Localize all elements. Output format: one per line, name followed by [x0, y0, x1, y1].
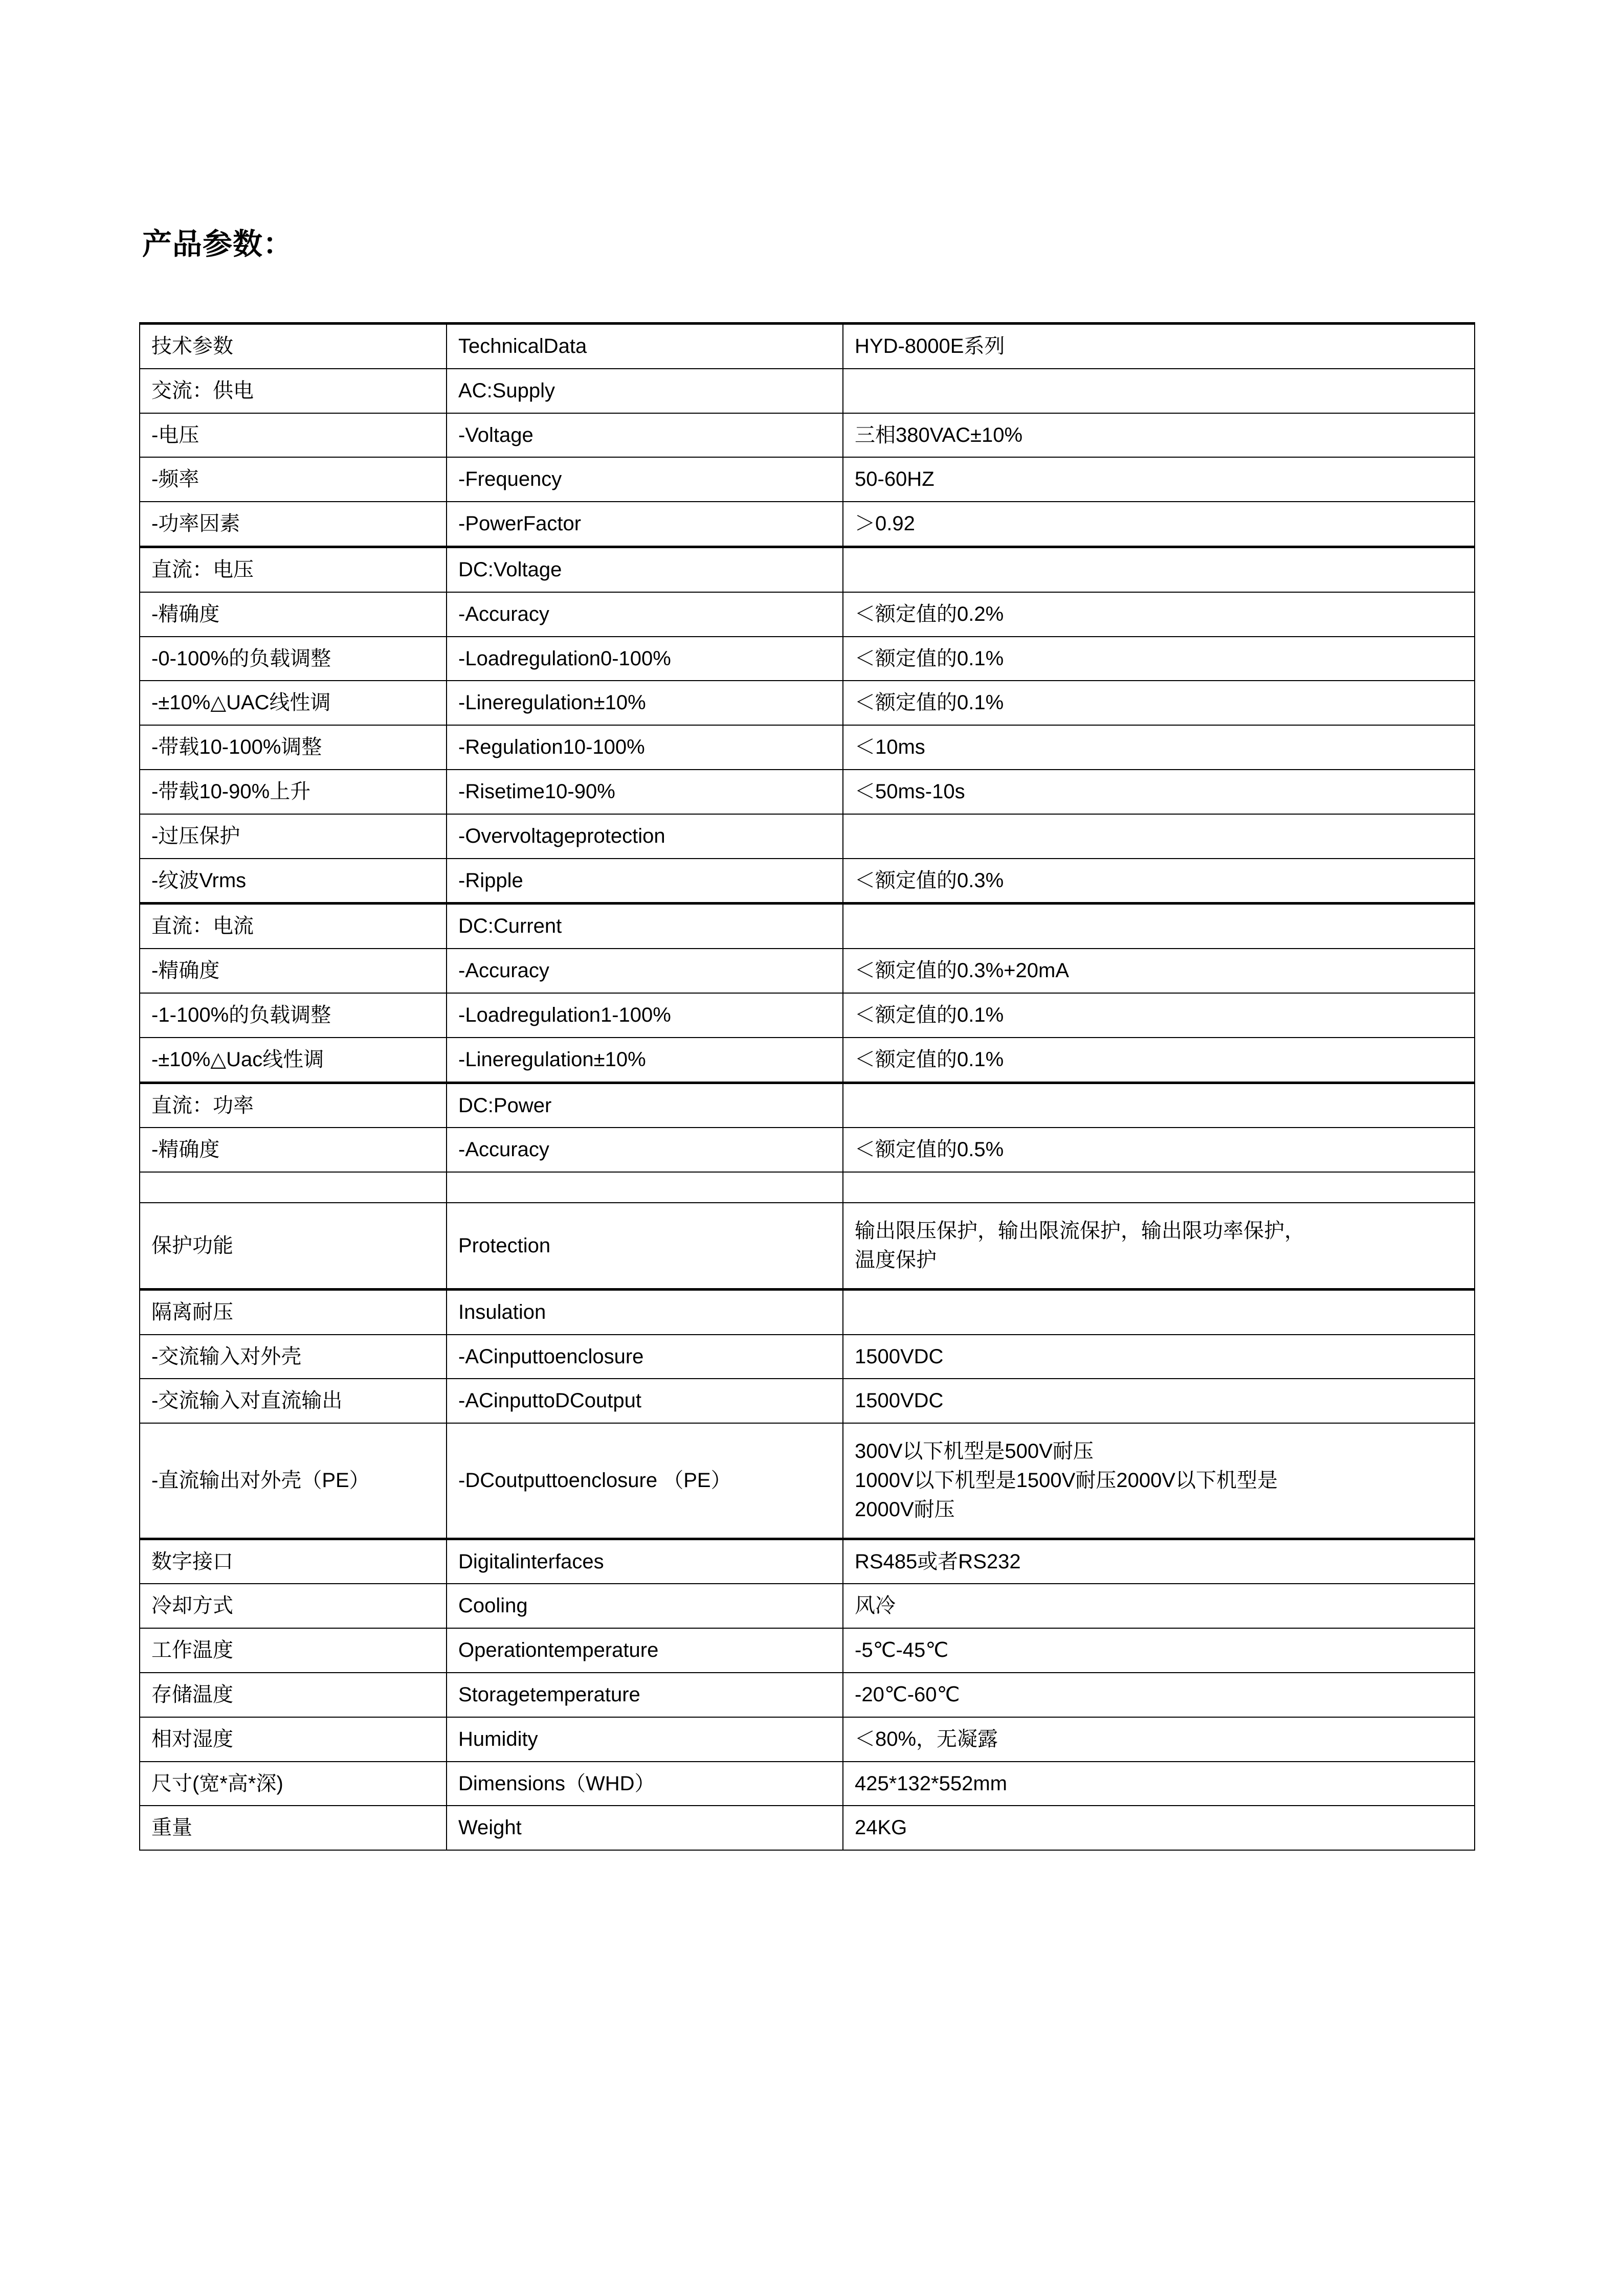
table-row [140, 1717, 1475, 1762]
table-row [140, 1762, 1475, 1806]
cell-param-en: -Loadregulation0-100% [447, 637, 843, 681]
cell-param-cn: -频率 [140, 457, 447, 502]
cell-param-value [843, 369, 1475, 413]
cell-param-en: Protection [447, 1203, 843, 1289]
table-row [140, 681, 1475, 725]
cell-param-cn: -带载10-100%调整 [140, 725, 447, 770]
cell-param-en: Operationtemperature [447, 1628, 843, 1673]
cell-param-en: -Ripple [447, 859, 843, 904]
cell-param-cn: -带载10-90%上升 [140, 770, 447, 814]
table-row [140, 457, 1475, 502]
cell-param-cn: 交流：供电 [140, 369, 447, 413]
table-row [140, 814, 1475, 859]
cell-param-value: ＜50ms-10s [843, 770, 1475, 814]
cell-param-cn: 直流：电流 [140, 904, 447, 949]
cell-param-cn: 工作温度 [140, 1628, 447, 1673]
cell-param-en: DC:Current [447, 904, 843, 949]
table-row [140, 324, 1475, 369]
cell-param-value: 三相380VAC±10% [843, 413, 1475, 458]
cell-param-value: ＜额定值的0.1% [843, 637, 1475, 681]
cell-param-value [843, 1083, 1475, 1128]
table-row [140, 1539, 1475, 1584]
cell-param-en: -Lineregulation±10% [447, 1038, 843, 1083]
table-row [140, 1203, 1475, 1289]
cell-param-value: ＜额定值的0.1% [843, 1038, 1475, 1083]
cell-param-en: -Accuracy [447, 1128, 843, 1172]
table-row [140, 1172, 1475, 1203]
table-row [140, 637, 1475, 681]
cell-param-value: RS485或者RS232 [843, 1539, 1475, 1584]
cell-param-value: HYD-8000E系列 [843, 324, 1475, 369]
cell-param-cn: 相对湿度 [140, 1717, 447, 1762]
table-row [140, 725, 1475, 770]
table-row [140, 1584, 1475, 1628]
cell-param-cn: -功率因素 [140, 502, 447, 547]
cell-param-cn: -直流输出对外壳（PE） [140, 1423, 447, 1539]
cell-param-cn [140, 1172, 447, 1203]
cell-param-value: 风冷 [843, 1584, 1475, 1628]
cell-param-en: -Frequency [447, 457, 843, 502]
cell-param-value: 50-60HZ [843, 457, 1475, 502]
cell-param-cn: -过压保护 [140, 814, 447, 859]
cell-param-cn: -±10%△Uac线性调 [140, 1038, 447, 1083]
cell-param-en: -ACinputtoDCoutput [447, 1379, 843, 1423]
cell-param-en: -Accuracy [447, 949, 843, 993]
cell-param-value: ＜额定值的0.3% [843, 859, 1475, 904]
cell-param-en: Weight [447, 1806, 843, 1850]
cell-param-en: Humidity [447, 1717, 843, 1762]
cell-param-en: DC:Voltage [447, 547, 843, 592]
table-row [140, 413, 1475, 458]
specifications-table [139, 322, 1475, 1851]
cell-param-value [843, 814, 1475, 859]
cell-param-en: -PowerFactor [447, 502, 843, 547]
table-row [140, 1083, 1475, 1128]
cell-param-en: -ACinputtoenclosure [447, 1335, 843, 1379]
cell-param-value: -20℃-60℃ [843, 1673, 1475, 1717]
cell-param-value: ＜额定值的0.3%+20mA [843, 949, 1475, 993]
cell-param-en: AC:Supply [447, 369, 843, 413]
cell-param-value: 1500VDC [843, 1379, 1475, 1423]
cell-param-value [843, 1289, 1475, 1334]
table-row [140, 904, 1475, 949]
table-row [140, 1628, 1475, 1673]
cell-param-en: -DCoutputtoenclosure （PE） [447, 1423, 843, 1539]
cell-param-value: 300V以下机型是500V耐压 1000V以下机型是1500V耐压2000V以下机型是 2000V耐压 [843, 1423, 1475, 1539]
cell-param-cn: 技术参数 [140, 324, 447, 369]
cell-param-cn: -交流输入对直流输出 [140, 1379, 447, 1423]
table-row [140, 547, 1475, 592]
cell-param-cn: -交流输入对外壳 [140, 1335, 447, 1379]
table-row [140, 1379, 1475, 1423]
cell-param-en: Cooling [447, 1584, 843, 1628]
cell-param-en: -Voltage [447, 413, 843, 458]
cell-param-cn: 直流：功率 [140, 1083, 447, 1128]
table-row [140, 949, 1475, 993]
table-row [140, 369, 1475, 413]
table-row [140, 502, 1475, 547]
cell-param-value: ＜额定值的0.2% [843, 592, 1475, 637]
cell-param-cn: 数字接口 [140, 1539, 447, 1584]
cell-param-value: ＞0.92 [843, 502, 1475, 547]
cell-param-en: -Loadregulation1-100% [447, 993, 843, 1038]
cell-param-en: Digitalinterfaces [447, 1539, 843, 1584]
cell-param-value [843, 1172, 1475, 1203]
cell-param-value: ＜额定值的0.5% [843, 1128, 1475, 1172]
cell-param-cn: 重量 [140, 1806, 447, 1850]
table-row [140, 1289, 1475, 1334]
cell-param-value: ＜10ms [843, 725, 1475, 770]
cell-param-en: Insulation [447, 1289, 843, 1334]
cell-param-value: -5℃-45℃ [843, 1628, 1475, 1673]
cell-param-en: -Risetime10-90% [447, 770, 843, 814]
cell-param-cn: 冷却方式 [140, 1584, 447, 1628]
cell-param-en: DC:Power [447, 1083, 843, 1128]
cell-param-cn: 隔离耐压 [140, 1289, 447, 1334]
cell-param-value: ＜额定值的0.1% [843, 993, 1475, 1038]
cell-param-value: 输出限压保护，输出限流保护，输出限功率保护， 温度保护 [843, 1203, 1475, 1289]
cell-param-cn: -1-100%的负载调整 [140, 993, 447, 1038]
cell-param-value: ＜额定值的0.1% [843, 681, 1475, 725]
cell-param-cn: -电压 [140, 413, 447, 458]
table-row [140, 1423, 1475, 1539]
cell-param-en: TechnicalData [447, 324, 843, 369]
cell-param-value: ＜80%，无凝露 [843, 1717, 1475, 1762]
cell-param-cn: -0-100%的负载调整 [140, 637, 447, 681]
table-row [140, 1038, 1475, 1083]
cell-param-en: -Regulation10-100% [447, 725, 843, 770]
page-title: 产品参数： [142, 228, 294, 261]
cell-param-cn: -纹波Vrms [140, 859, 447, 904]
cell-param-value: 1500VDC [843, 1335, 1475, 1379]
cell-param-en: -Accuracy [447, 592, 843, 637]
cell-param-cn: -精确度 [140, 1128, 447, 1172]
cell-param-cn: -精确度 [140, 949, 447, 993]
cell-param-en: Storagetemperature [447, 1673, 843, 1717]
table-row [140, 859, 1475, 904]
cell-param-en: -Lineregulation±10% [447, 681, 843, 725]
cell-param-value [843, 547, 1475, 592]
cell-param-cn: 直流：电压 [140, 547, 447, 592]
cell-param-en [447, 1172, 843, 1203]
cell-param-value: 24KG [843, 1806, 1475, 1850]
table-row [140, 1128, 1475, 1172]
cell-param-value [843, 904, 1475, 949]
cell-param-cn: -精确度 [140, 592, 447, 637]
table-row [140, 1806, 1475, 1850]
cell-param-en: -Overvoltageprotection [447, 814, 843, 859]
table-row [140, 1673, 1475, 1717]
table-row [140, 1335, 1475, 1379]
cell-param-cn: 存储温度 [140, 1673, 447, 1717]
table-row [140, 770, 1475, 814]
cell-param-cn: 尺寸(宽*高*深) [140, 1762, 447, 1806]
cell-param-value: 425*132*552mm [843, 1762, 1475, 1806]
table-row [140, 993, 1475, 1038]
cell-param-en: Dimensions（WHD） [447, 1762, 843, 1806]
table-row [140, 592, 1475, 637]
cell-param-cn: -±10%△UAC线性调 [140, 681, 447, 725]
cell-param-cn: 保护功能 [140, 1203, 447, 1289]
spec-table-container [139, 322, 1474, 1851]
